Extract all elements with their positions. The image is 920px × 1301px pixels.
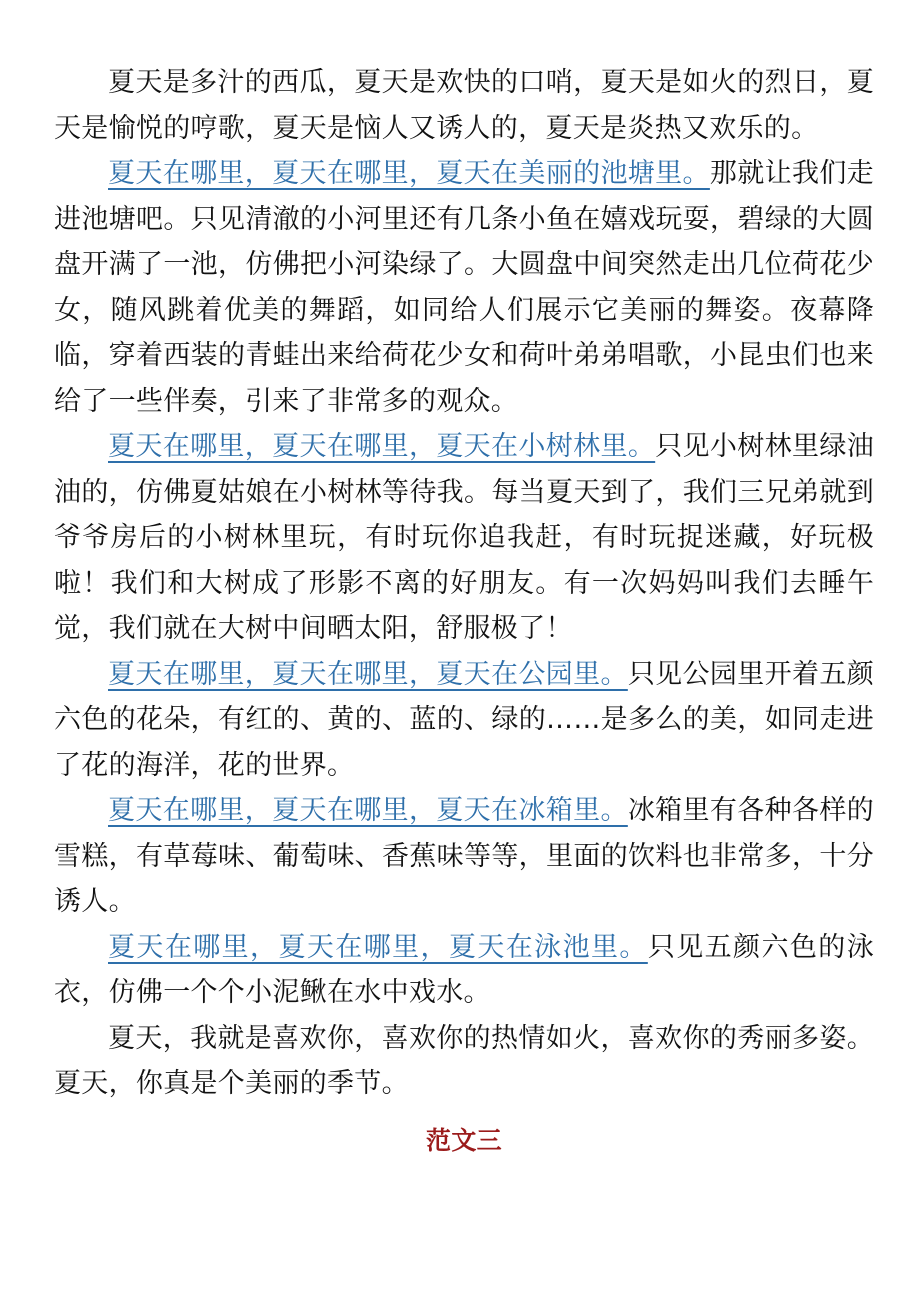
- paragraph-7-text: 夏天，我就是喜欢你，喜欢你的热情如火，喜欢你的秀丽多姿。夏天，你真是个美丽的季节。: [54, 1022, 874, 1099]
- paragraph-3-highlight: 夏天在哪里，夏天在哪里，夏天在小树林里。: [108, 431, 656, 462]
- paragraph-2-highlight: 夏天在哪里，夏天在哪里，夏天在美丽的池塘里。: [108, 158, 710, 189]
- paragraph-6: [54, 925, 874, 1016]
- paragraph-1-text: 夏天是多汁的西瓜，夏天是欢快的口哨，夏天是如火的烈日，夏天是愉悦的哼歌，夏天是恼人又诱人的，夏天是炎热又欢乐的。: [54, 67, 874, 144]
- document-page: [54, 60, 874, 1161]
- paragraph-5-highlight: 夏天在哪里，夏天在哪里，夏天在冰箱里。: [108, 795, 628, 826]
- paragraph-5: [54, 788, 874, 925]
- paragraph-5-text: 冰箱里有各种各样的雪糕，有草莓味、葡萄味、香蕉味等等，里面的饮料也非常多，十分诱人。: [54, 795, 874, 917]
- paragraph-2-text: 那就让我们走进池塘吧。只见清澈的小河里还有几条小鱼在嬉戏玩耍，碧绿的大圆盘开满了一池，仿佛把小河染绿了。大圆盘中间突然走出几位荷花少女，随风跳着优美的舞蹈，如同给人们展示它美丽的舞姿。夜幕降临，穿着西装的青蛙出来给荷花少女和荷叶弟弟唱歌，小昆虫们也来给了一些伴奏，引来了非常多的观众。: [54, 158, 874, 417]
- paragraph-4-text: 只见公园里开着五颜六色的花朵，有红的、黄的、蓝的、绿的……是多么的美，如同走进了花的海洋，花的世界。: [54, 658, 874, 781]
- paragraph-2: [54, 151, 874, 424]
- paragraph-4: [54, 652, 874, 789]
- paragraph-1: [54, 60, 874, 151]
- paragraph-6-highlight: 夏天在哪里，夏天在哪里，夏天在泳池里。: [108, 931, 648, 963]
- paragraph-3-text: 只见小树林里绿油油的，仿佛夏姑娘在小树林等待我。每当夏天到了，我们三兄弟就到爷爷房后的小树林里玩，有时玩你追我赶，有时玩捉迷藏，好玩极啦！我们和大树成了形影不离的好朋友。有一次妈妈叫我们去睡午觉，我们就在大树中间晒太阳，舒服极了！: [54, 431, 875, 644]
- paragraph-7: [54, 1016, 874, 1107]
- section-heading: 范文三: [426, 1125, 502, 1155]
- paragraph-3: [54, 424, 874, 652]
- paragraph-4-highlight: 夏天在哪里，夏天在哪里，夏天在公园里。: [108, 658, 628, 690]
- paragraph-6-text: 只见五颜六色的泳衣，仿佛一个个小泥鳅在水中戏水。: [54, 931, 874, 1008]
